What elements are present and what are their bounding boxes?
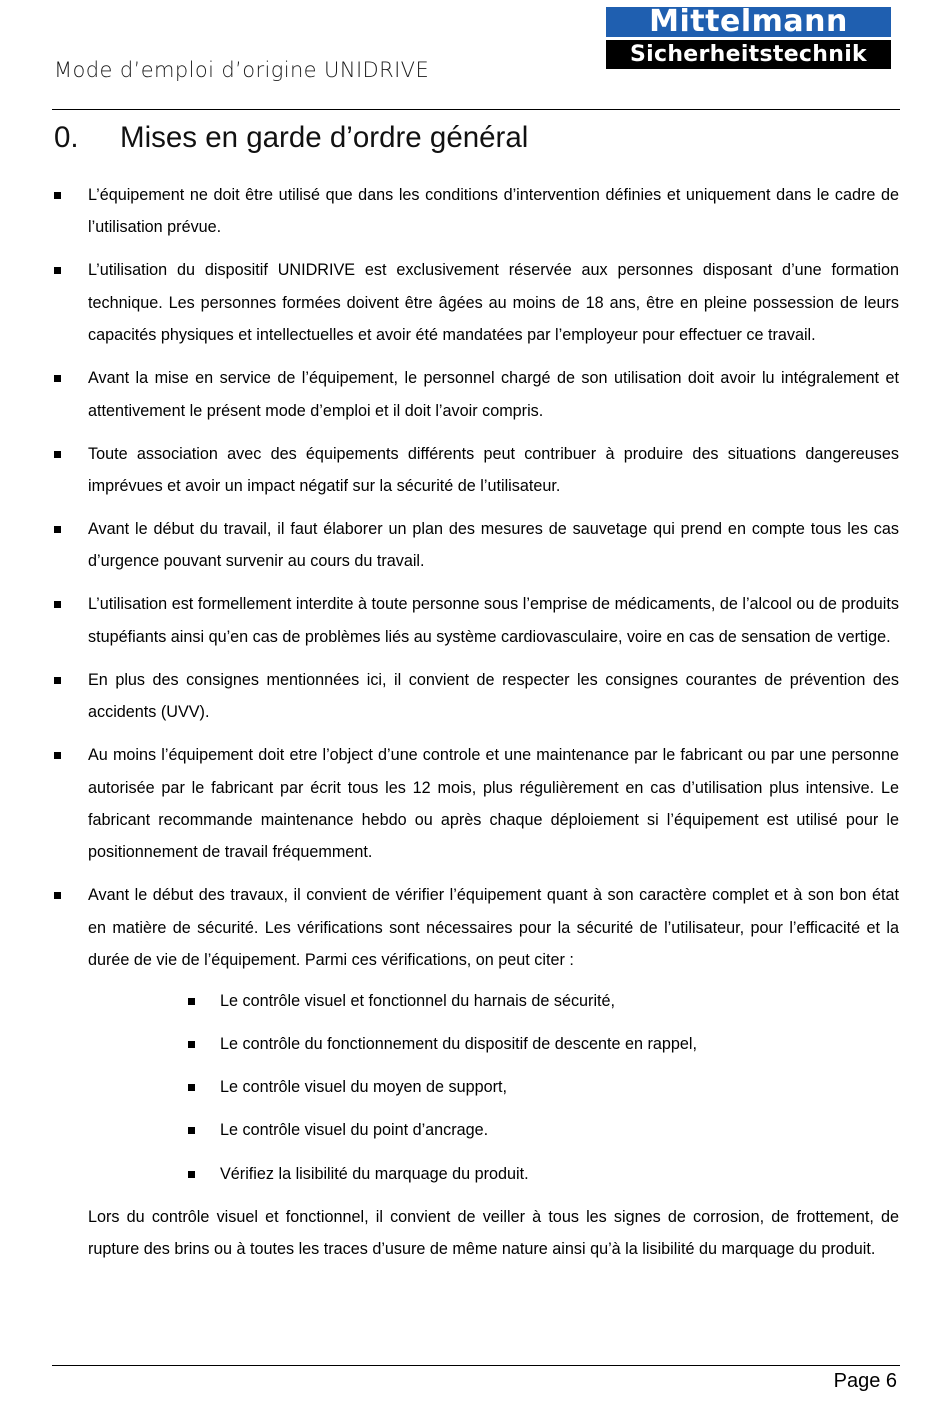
- list-item: [54, 739, 899, 869]
- list-item: [54, 179, 899, 244]
- list-item-text: L’utilisation est formellement interdite à toute personne sous l’emprise de médicaments, de l’alcool ou de produits stupéfiants ainsi qu’en cas de problèmes liés au système cardiovasculaire, voire en cas de sensation de vertige.: [88, 595, 899, 646]
- list-item: [54, 513, 899, 578]
- square-bullet-icon: [188, 1041, 195, 1048]
- header-divider: [52, 109, 900, 110]
- sub-list-item: [88, 1114, 899, 1146]
- list-item: [54, 438, 899, 503]
- square-bullet-icon: [54, 677, 61, 684]
- square-bullet-icon: [54, 451, 61, 458]
- sub-list-item-text: Le contrôle du fonctionnement du dispositif de descente en rappel,: [220, 1034, 697, 1053]
- list-item-text: En plus des consignes mentionnées ici, il convient de respecter les consignes courantes de prévention des accidents (UVV).: [88, 670, 899, 722]
- list-item-text: L’équipement ne doit être utilisé que dans les conditions d’intervention définies et uniquement dans le cadre de l’utilisation prévue.: [88, 186, 899, 237]
- sub-list-item: [88, 985, 899, 1017]
- list-item: [54, 664, 899, 729]
- square-bullet-icon: [54, 752, 61, 759]
- square-bullet-icon: [54, 192, 61, 199]
- sub-list-item-text: Le contrôle visuel du point d’ancrage.: [220, 1121, 489, 1140]
- square-bullet-icon: [188, 1084, 195, 1091]
- document-body: [54, 179, 899, 1266]
- footer-divider: [52, 1365, 900, 1366]
- square-bullet-icon: [54, 267, 61, 274]
- section-title: Mises en garde d’ordre général: [120, 121, 529, 154]
- logo-tagline-text: Sicherheitstechnik: [606, 40, 891, 69]
- sub-list-item: [88, 1028, 899, 1060]
- sub-list-item: [88, 1071, 899, 1103]
- verification-sublist: [88, 985, 899, 1190]
- square-bullet-icon: [54, 601, 61, 608]
- list-item-text: Avant la mise en service de l’équipement, le personnel chargé de son utilisation doit avoir lu intégralement et attentivement le présent mode d’emploi et il doit l’avoir compris.: [88, 369, 899, 420]
- list-item: [54, 588, 899, 653]
- sub-list-item-text: Le contrôle visuel du moyen de support,: [220, 1078, 508, 1097]
- list-item: [54, 254, 899, 351]
- list-item: [54, 362, 899, 427]
- sub-list-item: [88, 1158, 899, 1190]
- square-bullet-icon: [188, 1127, 195, 1134]
- logo-brand-text: Mittelmann: [606, 7, 891, 37]
- sub-list-item-text: Vérifiez la lisibilité du marquage du produit.: [220, 1164, 529, 1183]
- list-item-text: L’utilisation du dispositif UNIDRIVE est exclusivement réservée aux personnes disposant d’une formation technique. Les personnes formées doivent être âgées au moins de 18 ans, être en pleine possession de leurs capacités physiques et intellectuelles et avoir été mandatées par l’employeur pour effectuer ce travail.: [88, 261, 899, 345]
- square-bullet-icon: [54, 892, 61, 899]
- list-item-text: Toute association avec des équipements différents peut contribuer à produire des situations dangereuses imprévues et avoir un impact négatif sur la sécurité de l’utilisateur.: [88, 444, 899, 496]
- square-bullet-icon: [54, 526, 61, 533]
- list-item-text: Avant le début du travail, il faut élaborer un plan des mesures de sauvetage qui prend en compte tous les cas d’urgence pouvant survenir au cours du travail.: [88, 520, 899, 571]
- warning-list: [54, 179, 899, 1190]
- square-bullet-icon: [188, 1171, 195, 1178]
- document-header-title: Mode d’emploi d’origine UNIDRIVE: [54, 58, 430, 82]
- list-item-text: Avant le début des travaux, il convient de vérifier l’équipement quant à son caractère complet et à son bon état en matière de sécurité. Les vérifications sont nécessaires pour la sécurité de l’utilisateur, pour l’efficacité et la durée de vie de l’équipement. Parmi ces vérifications, on peut citer :: [88, 886, 899, 970]
- list-item-text: Au moins l’équipement doit etre l’object d’une controle et une maintenance par le fabricant ou par une personne autorisée par le fabricant par écrit tous les 12 mois, plus régulièrement en cas d’utilisation plus intensive. Le fabricant recommande maintenance hebdo ou après chaque déploiement si l’équipement est utilisé pour le positionnement de travail fréquemment.: [88, 746, 899, 862]
- list-item: [54, 879, 899, 1189]
- sub-list-item-text: Le contrôle visuel et fonctionnel du harnais de sécurité,: [220, 991, 616, 1010]
- square-bullet-icon: [188, 998, 195, 1005]
- closing-paragraph: Lors du contrôle visuel et fonctionnel, il convient de veiller à tous les signes de corrosion, de frottement, de rupture des brins ou à toutes les traces d’usure de même nature ainsi qu’à la lisibilité du marquage du produit.: [88, 1207, 899, 1259]
- mittelmann-logo: [606, 4, 891, 69]
- square-bullet-icon: [54, 375, 61, 382]
- section-heading: [54, 121, 528, 155]
- page-number: Page 6: [833, 1370, 897, 1392]
- section-number: 0.: [54, 121, 79, 154]
